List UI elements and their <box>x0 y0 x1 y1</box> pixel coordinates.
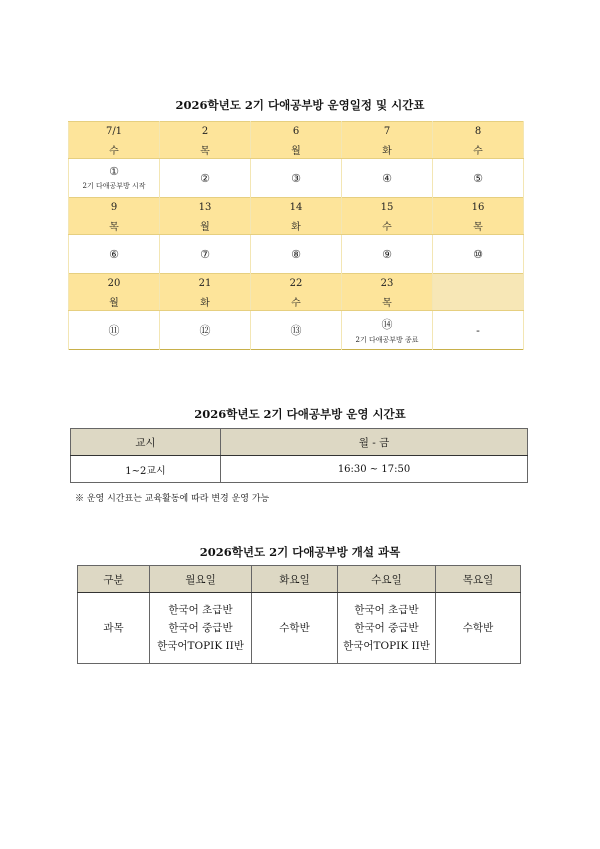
weekday-cell: 화 <box>160 292 251 311</box>
courses-header-wednesday: 수요일 <box>338 566 436 593</box>
weekday-cell: 목 <box>342 292 433 311</box>
weekday-cell: 수 <box>251 292 342 311</box>
courses-title: 2026학년도 2기 다애공부방 개설 과목 <box>199 545 401 559</box>
session-note: 2기 다애공부방 종료 <box>355 335 419 344</box>
session-cell: - <box>433 311 524 350</box>
session-cell <box>342 311 433 350</box>
session-cell: ⑥ <box>69 235 160 274</box>
weekday-cell: 목 <box>160 140 251 159</box>
calendar-date-row <box>69 274 524 293</box>
weekday-cell: 목 <box>433 216 524 235</box>
session-cell: ⑬ <box>251 311 342 350</box>
courses-header-category: 구분 <box>78 566 150 593</box>
weekday-cell: 월 <box>160 216 251 235</box>
weekday-cell-empty <box>433 292 524 311</box>
weekday-cell: 수 <box>433 140 524 159</box>
course-item: 한국어TOPIK II반 <box>343 640 430 652</box>
course-item: 한국어TOPIK II반 <box>157 640 244 652</box>
schedule-time: 16:30 ~ 17:50 <box>221 456 528 483</box>
date-cell: 6 <box>251 122 342 141</box>
session-cell: ⑦ <box>160 235 251 274</box>
calendar-session-row <box>69 159 524 198</box>
courses-row-label: 과목 <box>78 593 150 664</box>
courses-monday-cell <box>150 593 252 664</box>
session-cell: ⑤ <box>433 159 524 198</box>
course-item: 한국어 중급반 <box>168 622 233 634</box>
date-cell: 20 <box>69 274 160 293</box>
calendar-day-row <box>69 292 524 311</box>
session-note: 2기 다애공부방 시작 <box>82 182 146 190</box>
course-item: 한국어 초급반 <box>168 604 233 616</box>
session-cell: ⑪ <box>69 311 160 350</box>
session-cell: ② <box>160 159 251 198</box>
weekday-cell: 목 <box>69 216 160 235</box>
course-item: 한국어 중급반 <box>354 622 419 634</box>
date-cell: 13 <box>160 198 251 217</box>
calendar-day-row <box>69 140 524 159</box>
schedule-row <box>71 456 528 483</box>
course-item: 한국어 초급반 <box>354 604 419 616</box>
date-cell: 14 <box>251 198 342 217</box>
weekday-cell: 월 <box>69 292 160 311</box>
session-cell: ⑨ <box>342 235 433 274</box>
courses-header-monday: 월요일 <box>150 566 252 593</box>
courses-header-row <box>78 566 521 593</box>
weekday-cell: 화 <box>251 216 342 235</box>
date-cell-empty <box>433 274 524 293</box>
date-cell: 9 <box>69 198 160 217</box>
session-cell: ④ <box>342 159 433 198</box>
date-cell: 7/1 <box>69 122 160 141</box>
courses-header-tuesday: 화요일 <box>252 566 338 593</box>
date-cell: 16 <box>433 198 524 217</box>
date-cell: 7 <box>342 122 433 141</box>
courses-header-thursday: 목요일 <box>436 566 521 593</box>
schedule-note: ※ 운영 시간표는 교육활동에 따라 변경 운영 가능 <box>75 494 270 504</box>
weekday-cell: 수 <box>69 140 160 159</box>
date-cell: 23 <box>342 274 433 293</box>
calendar-date-row <box>69 122 524 141</box>
session-number: ① <box>109 165 119 178</box>
courses-thursday-cell <box>436 593 521 664</box>
schedule-title: 2026학년도 2기 다애공부방 운영 시간표 <box>194 407 406 421</box>
date-cell: 8 <box>433 122 524 141</box>
schedule-header-period: 교시 <box>71 429 221 456</box>
calendar-session-row <box>69 311 524 350</box>
session-cell: ⑧ <box>251 235 342 274</box>
session-number: ⑭ <box>381 317 393 331</box>
schedule-header-days: 월 - 금 <box>221 429 528 456</box>
date-cell: 22 <box>251 274 342 293</box>
courses-table <box>77 565 521 664</box>
weekday-cell: 수 <box>342 216 433 235</box>
calendar-table <box>68 121 524 350</box>
course-item: 수학반 <box>462 622 494 634</box>
calendar-date-row <box>69 198 524 217</box>
session-cell: ③ <box>251 159 342 198</box>
session-cell: ⑩ <box>433 235 524 274</box>
calendar-title: 2026학년도 2기 다애공부방 운영일정 및 시간표 <box>175 98 425 112</box>
calendar-day-row <box>69 216 524 235</box>
date-cell: 2 <box>160 122 251 141</box>
session-cell <box>69 159 160 198</box>
course-item: 수학반 <box>279 622 310 634</box>
calendar-session-row <box>69 235 524 274</box>
schedule-header-row <box>71 429 528 456</box>
courses-wednesday-cell <box>338 593 436 664</box>
schedule-period: 1~2교시 <box>71 456 221 483</box>
session-cell: ⑫ <box>160 311 251 350</box>
courses-tuesday-cell <box>252 593 338 664</box>
date-cell: 21 <box>160 274 251 293</box>
schedule-table <box>70 428 528 483</box>
weekday-cell: 화 <box>342 140 433 159</box>
weekday-cell: 월 <box>251 140 342 159</box>
date-cell: 15 <box>342 198 433 217</box>
courses-row <box>78 593 521 664</box>
